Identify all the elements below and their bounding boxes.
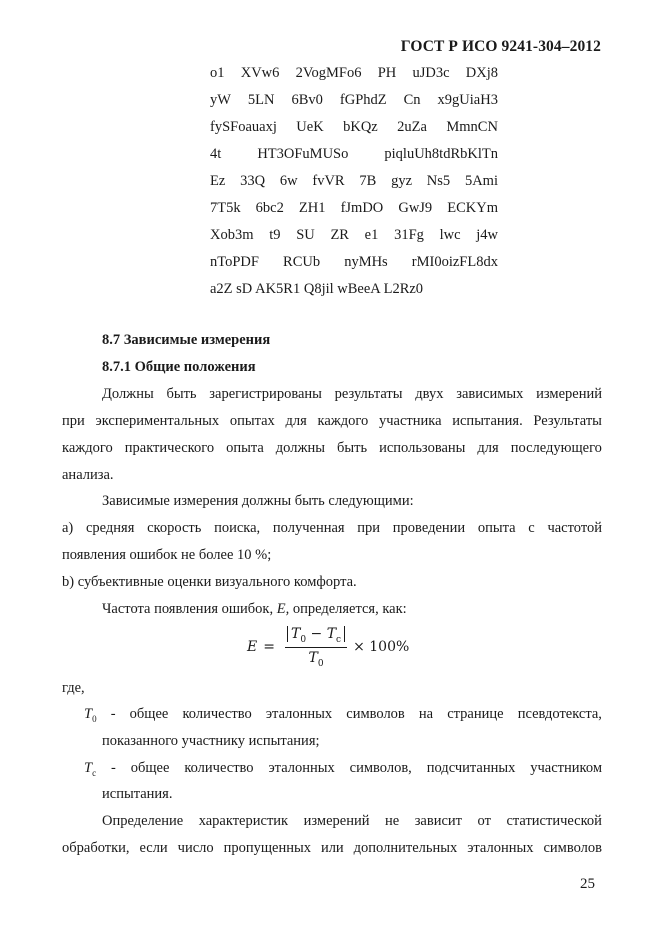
word: общее xyxy=(130,760,170,776)
word: последующего xyxy=(510,440,602,456)
word: эталонных xyxy=(265,706,333,722)
pseudotext-word: UeK xyxy=(296,119,324,135)
pseudotext-row xyxy=(210,141,498,168)
word: подсчитанных xyxy=(426,760,516,776)
word: каждого xyxy=(317,413,369,429)
pseudotext-word: fvVR xyxy=(312,173,345,189)
word: измерений xyxy=(536,386,602,402)
pseudotext-word: MmnCN xyxy=(446,119,498,135)
pseudotext-word: GwJ9 xyxy=(398,200,433,216)
word: на xyxy=(418,706,434,722)
para2: Зависимые измерения должны быть следующими: xyxy=(102,493,414,509)
word: опыта xyxy=(226,440,264,456)
word: результаты xyxy=(334,386,403,402)
word: символов, xyxy=(349,760,412,776)
pseudotext-word: 6Bv0 xyxy=(291,92,323,108)
formula-lhs: E xyxy=(247,639,258,656)
word: поиска, xyxy=(214,520,261,536)
pseudotext-row xyxy=(210,60,498,87)
word: полученная xyxy=(272,520,345,536)
word: частотой xyxy=(547,520,602,536)
word: при xyxy=(357,520,381,536)
where-label: где, xyxy=(62,680,85,696)
pseudotext-word: 7T5k xyxy=(210,200,241,216)
pseudotext-word: HT3OFuMUSo xyxy=(257,146,349,162)
pseudotext-word: Xob3m xyxy=(210,227,254,243)
word: количество xyxy=(182,706,252,722)
pseudotext-block xyxy=(210,60,498,303)
word: для xyxy=(477,440,499,456)
para1-line-1 xyxy=(102,384,602,404)
word: если xyxy=(139,840,168,856)
pseudotext-word: lwc xyxy=(439,227,461,243)
word: - xyxy=(110,760,116,776)
pseudotext-word: fySFoauaxj xyxy=(210,119,277,135)
word: общее xyxy=(129,706,169,722)
section-subheading: 8.7.1 Общие положения xyxy=(102,359,256,375)
definition-symbol: $T_c$ xyxy=(84,760,97,778)
def-tc-line-2: испытания. xyxy=(102,786,173,802)
pseudotext-word: XVw6 xyxy=(240,65,280,81)
pseudotext-word: bKQz xyxy=(343,119,378,135)
pseudotext-word: Ns5 xyxy=(426,173,451,189)
pseudotext-word: nToPDF xyxy=(210,254,259,270)
word: Результаты xyxy=(533,413,602,429)
pseudotext-word: fJmDO xyxy=(340,200,384,216)
word: - xyxy=(110,706,116,722)
pseudotext-word: piqluUh8tdRbKlTn xyxy=(384,146,498,162)
word: символов xyxy=(543,840,602,856)
pseudotext-row xyxy=(210,168,498,195)
pseudotext-word: e1 xyxy=(364,227,379,243)
pseudotext-word: rMI0oizFL8dx xyxy=(411,254,498,270)
word: обработки, xyxy=(62,840,130,856)
formula-times: × 100% xyxy=(353,639,410,656)
word: скорость xyxy=(147,520,202,536)
item-a-line-1 xyxy=(62,518,602,538)
pseudotext-word: DXj8 xyxy=(465,65,498,81)
word: с xyxy=(528,520,535,536)
word: символов xyxy=(346,706,405,722)
word: зависит xyxy=(414,813,463,829)
word: число xyxy=(177,840,214,856)
pseudotext-word: 5Ami xyxy=(464,173,498,189)
word: для xyxy=(285,413,307,429)
word: при xyxy=(62,413,85,429)
pseudotext-word: fGPhdZ xyxy=(339,92,387,108)
pseudotext-word: t9 xyxy=(269,227,281,243)
word: испытания. xyxy=(452,413,523,429)
pseudotext-word: o1 xyxy=(210,65,225,81)
word: проведении xyxy=(392,520,466,536)
pseudotext-word: yW xyxy=(210,92,231,108)
para1-line-4: анализа. xyxy=(62,467,114,483)
pseudotext-word: a2Z sD AK5R1 Q8jil wBeeA L2Rz0 xyxy=(210,281,424,297)
pseudotext-word: Cn xyxy=(403,92,421,108)
word: статистической xyxy=(506,813,602,829)
pseudotext-word: SU xyxy=(296,227,315,243)
para4-line-2 xyxy=(62,838,602,858)
word: зарегистрированы xyxy=(209,386,322,402)
word: участника xyxy=(378,413,442,429)
word: быть xyxy=(166,386,197,402)
formula-denominator: $T_0$ xyxy=(308,649,324,669)
word: Должны xyxy=(102,386,154,402)
pseudotext-word: 31Fg xyxy=(394,227,424,243)
pseudotext-word: j4w xyxy=(476,227,498,243)
pseudotext-word: 6w xyxy=(279,173,298,189)
def-t0-line-2: показанного участнику испытания; xyxy=(102,733,320,749)
word: экспериментальных xyxy=(95,413,220,429)
para4-line-1 xyxy=(102,811,602,831)
pseudotext-row xyxy=(210,222,498,249)
word: должны xyxy=(275,440,325,456)
pseudotext-row xyxy=(210,195,498,222)
word: быть xyxy=(336,440,368,456)
word: эталонных xyxy=(467,840,534,856)
pseudotext-word: 4t xyxy=(210,146,222,162)
pseudotext-word: ZH1 xyxy=(298,200,326,216)
word: характеристик xyxy=(198,813,289,829)
word: практического xyxy=(124,440,215,456)
definition-symbol: $T_0$ xyxy=(84,706,97,724)
pseudotext-word: Ez xyxy=(210,173,226,189)
word: использованы xyxy=(379,440,466,456)
word: измерений xyxy=(303,813,370,829)
word: каждого xyxy=(62,440,113,456)
word: зависимых xyxy=(456,386,524,402)
formula-fraction xyxy=(285,626,347,669)
pseudotext-row xyxy=(210,87,498,114)
word: двух xyxy=(415,386,444,402)
word: эталонных xyxy=(268,760,335,776)
error-rate-formula xyxy=(247,626,409,669)
word: или xyxy=(320,840,344,856)
pseudotext-word: ZR xyxy=(330,227,349,243)
word: от xyxy=(477,813,491,829)
pseudotext-word: 5LN xyxy=(247,92,275,108)
pseudotext-word: 2uZa xyxy=(397,119,427,135)
pseudotext-word: gyz xyxy=(391,173,413,189)
para1-line-3 xyxy=(62,438,602,458)
formula-numerator: $T_0 - T_c$ xyxy=(285,626,347,648)
word: опыта xyxy=(477,520,516,536)
pseudotext-word: ECKYm xyxy=(447,200,498,216)
word: дополнительных xyxy=(353,840,458,856)
pseudotext-row xyxy=(210,249,498,276)
section-heading: 8.7 Зависимые измерения xyxy=(102,332,271,348)
pseudotext-word: PH xyxy=(377,65,397,81)
word: псевдотекста, xyxy=(517,706,602,722)
pseudotext-word: x9gUiaH3 xyxy=(437,92,498,108)
word: опытах xyxy=(229,413,275,429)
pseudotext-word: 6bc2 xyxy=(255,200,284,216)
word: количество xyxy=(184,760,254,776)
para3: Частота появления ошибок, E, определяется, как: xyxy=(102,601,407,617)
pseudotext-word: nyMHs xyxy=(344,254,388,270)
para1-line-2 xyxy=(62,411,602,431)
word: а) xyxy=(62,520,74,536)
pseudotext-word: 33Q xyxy=(240,173,266,189)
word: не xyxy=(384,813,400,829)
pseudotext-word: RCUb xyxy=(283,254,321,270)
def-tc-line-1 xyxy=(84,758,602,778)
formula-eq: = xyxy=(263,639,275,656)
pseudotext-word: 7B xyxy=(359,173,377,189)
item-a-line-2: появления ошибок не более 10 %; xyxy=(62,547,272,563)
def-t0-line-1 xyxy=(84,704,602,724)
word: странице xyxy=(447,706,504,722)
standard-header: ГОСТ Р ИСО 9241-304–2012 xyxy=(400,38,601,55)
item-b: b) субъективные оценки визуального комфорта. xyxy=(62,574,357,590)
pseudotext-row xyxy=(210,114,498,141)
word: участником xyxy=(530,760,602,776)
page-number: 25 xyxy=(580,876,595,892)
word: Определение xyxy=(102,813,184,829)
pseudotext-word: uJD3c xyxy=(412,65,450,81)
pseudotext-word: 2VogMFo6 xyxy=(295,65,362,81)
word: пропущенных xyxy=(223,840,311,856)
pseudotext-row xyxy=(210,276,498,303)
word: средняя xyxy=(85,520,135,536)
